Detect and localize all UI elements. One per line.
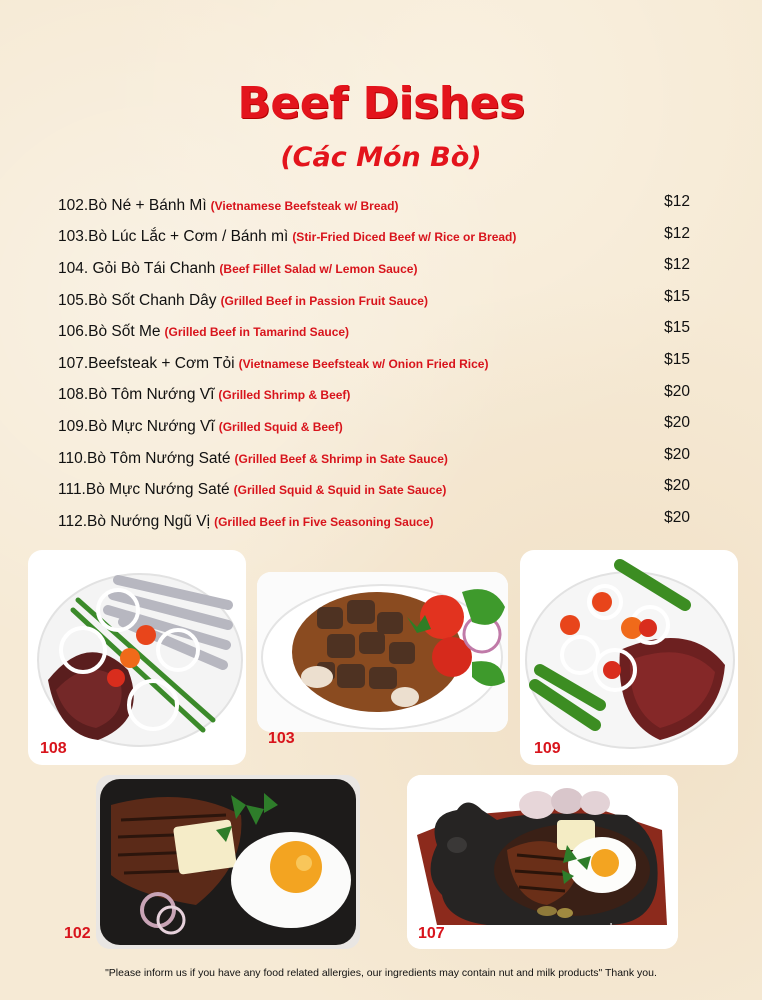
photo-label-102: 102 [64, 925, 91, 942]
item-name: 105.Bò Sốt Chanh Dây [58, 291, 217, 309]
menu-item [58, 316, 698, 348]
item-price: $12 [664, 256, 690, 274]
item-name: 111.Bò Mực Nướng Saté [58, 481, 230, 499]
item-name: 107.Beefsteak + Cơm Tỏi [58, 354, 235, 372]
item-name: 106.Bò Sốt Me [58, 323, 161, 341]
item-english: (Beef Fillet Salad w/ Lemon Sauce) [219, 261, 418, 276]
menu-list [58, 190, 698, 538]
item-english: (Grilled Beef in Passion Fruit Sauce) [220, 293, 428, 308]
item-name: 102.Bò Né + Bánh Mì [58, 196, 207, 214]
item-english: (Grilled Beef in Five Seasoning Sauce) [214, 514, 434, 529]
item-price: $20 [664, 414, 690, 432]
menu-item [58, 190, 698, 222]
menu-item [58, 474, 698, 506]
dish-image-shaking-beef [257, 572, 508, 732]
photo-label-107: 107 [418, 925, 445, 942]
item-english: (Vietnamese Beefsteak w/ Bread) [210, 198, 399, 213]
item-price: $20 [664, 508, 690, 526]
item-price: $15 [664, 350, 690, 368]
menu-item [58, 443, 698, 475]
dish-image-beefsteak-egg [96, 775, 360, 949]
watermark-text: menupix [548, 920, 625, 939]
menu-item [58, 411, 698, 443]
dish-image-squid-beef [520, 550, 738, 765]
photo-103 [257, 572, 508, 732]
photo-108 [28, 550, 246, 765]
menu-item [58, 380, 698, 412]
item-english: (Grilled Beef & Shrimp in Sate Sauce) [234, 451, 448, 466]
menu-item [58, 285, 698, 317]
page-subtitle: (Các Món Bò) [280, 142, 482, 173]
photo-107 [407, 775, 678, 949]
item-price: $20 [664, 382, 690, 400]
menu-item [58, 253, 698, 285]
menu-item [58, 506, 698, 538]
item-name: 108.Bò Tôm Nướng Vĩ [58, 386, 215, 404]
photo-label-109: 109 [534, 740, 561, 757]
item-english: (Grilled Beef in Tamarind Sauce) [164, 325, 350, 340]
dish-image-shrimp-beef [28, 550, 246, 765]
item-name: 112.Bò Nướng Ngũ Vị [58, 512, 211, 530]
photo-102 [96, 775, 360, 949]
item-price: $20 [664, 477, 690, 495]
item-name: 109.Bò Mực Nướng Vĩ [58, 417, 215, 435]
item-price: $20 [664, 445, 690, 463]
page-title: Beef Dishes [237, 78, 525, 129]
item-english: (Grilled Squid & Squid in Sate Sauce) [233, 483, 447, 498]
menu-item [58, 222, 698, 254]
allergy-notice: "Please inform us if you have any food related allergies, our ingredients may contain nut and milk products" Thank you. [105, 967, 657, 979]
photo-109 [520, 550, 738, 765]
item-name: 110.Bò Tôm Nướng Saté [58, 449, 231, 467]
dish-image-cow-skillet [407, 775, 678, 949]
photo-label-103-visible: 103 [268, 730, 295, 747]
item-english: (Grilled Shrimp & Beef) [218, 388, 351, 403]
item-name: 103.Bò Lúc Lắc + Cơm / Bánh mì [58, 228, 289, 246]
item-english: (Grilled Squid & Beef) [218, 419, 343, 434]
item-price: $15 [664, 319, 690, 337]
item-english: (Vietnamese Beefsteak w/ Onion Fried Rice) [238, 356, 489, 371]
item-price: $15 [664, 287, 690, 305]
item-english: (Stir-Fried Diced Beef w/ Rice or Bread) [292, 230, 517, 245]
item-name: 104. Gỏi Bò Tái Chanh [58, 259, 216, 277]
menu-item [58, 348, 698, 380]
photo-label-108: 108 [40, 740, 67, 757]
item-price: $12 [664, 193, 690, 210]
item-price: $12 [664, 224, 690, 242]
